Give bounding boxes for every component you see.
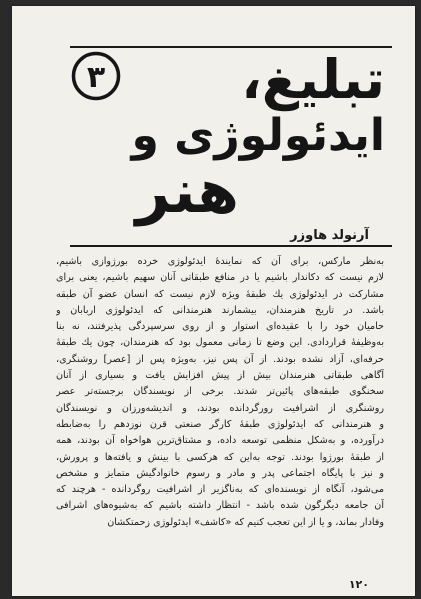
body-line: لازم نیست که دکاندار باشیم یا در منافع طبقاتی آنان سهیم باشیم، یعنی برای bbox=[56, 272, 384, 284]
body-line: روشنگری از اشرافیت رورگردانده بودند، و اندیشه‌ورزان و نویسندگان bbox=[56, 402, 384, 414]
chapter-number-badge bbox=[70, 50, 122, 102]
body-line: درآورده، و به‌شکل منظمی توسعه داده، و مشتاق‌ترین هواخواه آن بودند، همه bbox=[56, 435, 384, 447]
page-number: ۱۲۰ bbox=[348, 578, 369, 591]
body-line: و نیز با پایگاه اجتماعی پدر و مادر و رسوم خانوادگیش متمایز و مشخص bbox=[56, 467, 384, 479]
body-line: حرفه‌ای، آزاد نشده بودند. از آن پس نیز، به‌ویژه پس از [عصر] روشنگری، bbox=[56, 353, 384, 365]
body-line: به‌وظیفهٔ قراردادی. این وضع تا زمانی معمول بود که هنرمندان، چون یك طبقهٔ bbox=[56, 337, 384, 349]
author-rule bbox=[70, 245, 392, 247]
body-line: حامیان خود را با عقیده‌ای استوار و از روی سرسپردگی پذیرفتند، نه بنا bbox=[56, 321, 384, 333]
chapter-title-line-1: تبلیغ، bbox=[241, 48, 385, 111]
chapter-title-line-2: ایدئولوژی و bbox=[131, 110, 385, 161]
chapter-number: ۳ bbox=[86, 60, 106, 95]
body-line: باشد. در تاریخ هنرمندان، بیشمارند هنرمندانی که ایدئولوژی اربابان و bbox=[56, 304, 384, 316]
body-line: وفادار بماند، و یا از این تعجب کنیم که «کاشف» ایدئولوژی زحمتکشان bbox=[107, 516, 384, 528]
body-line: و هنرمندانی که ایدئولوژی طبقهٔ کارگر صنعتی قرن نوزدهم را به‌ضابطه bbox=[56, 418, 384, 430]
body-line: به‌نظر مارکس، برای آن که نمایندهٔ ایدئولوژی خرده بورژوازی باشیم، bbox=[56, 256, 384, 267]
body-line: آگاهی طبقاتی هنرمندان بیش از پیش افزایش یافت و بسیاری از آنان bbox=[56, 370, 384, 382]
body-text bbox=[56, 254, 384, 531]
body-line: سخنگوی طبقه‌های پائین‌تر شدند. برخی از نویسندگان برجسته‌تر عصر bbox=[56, 386, 384, 398]
body-line: می‌شود، آنگاه از نویسنده‌ای که به‌ناگزیر از اشرافیت روگردانده - هرچند که bbox=[56, 484, 384, 496]
author-name: آرنولد هاوزر bbox=[290, 228, 369, 243]
book-page bbox=[12, 6, 415, 596]
body-line: از طبقهٔ بورژوا بودند. توجه به‌این که هرکسی با بینش و یافته‌ها و پرورش، bbox=[56, 451, 384, 463]
chapter-title-line-3: هنر bbox=[135, 157, 239, 227]
body-line: آن جامعه دیگرگون شده باشد - انتظار داشته باشیم که به‌شیوه‌های اشرافی bbox=[56, 500, 384, 512]
body-line: مشارکت در ایدئولوژی یك طبقهٔ ویژه لازم نیست که انسان عضو آن طبقه bbox=[56, 288, 384, 300]
